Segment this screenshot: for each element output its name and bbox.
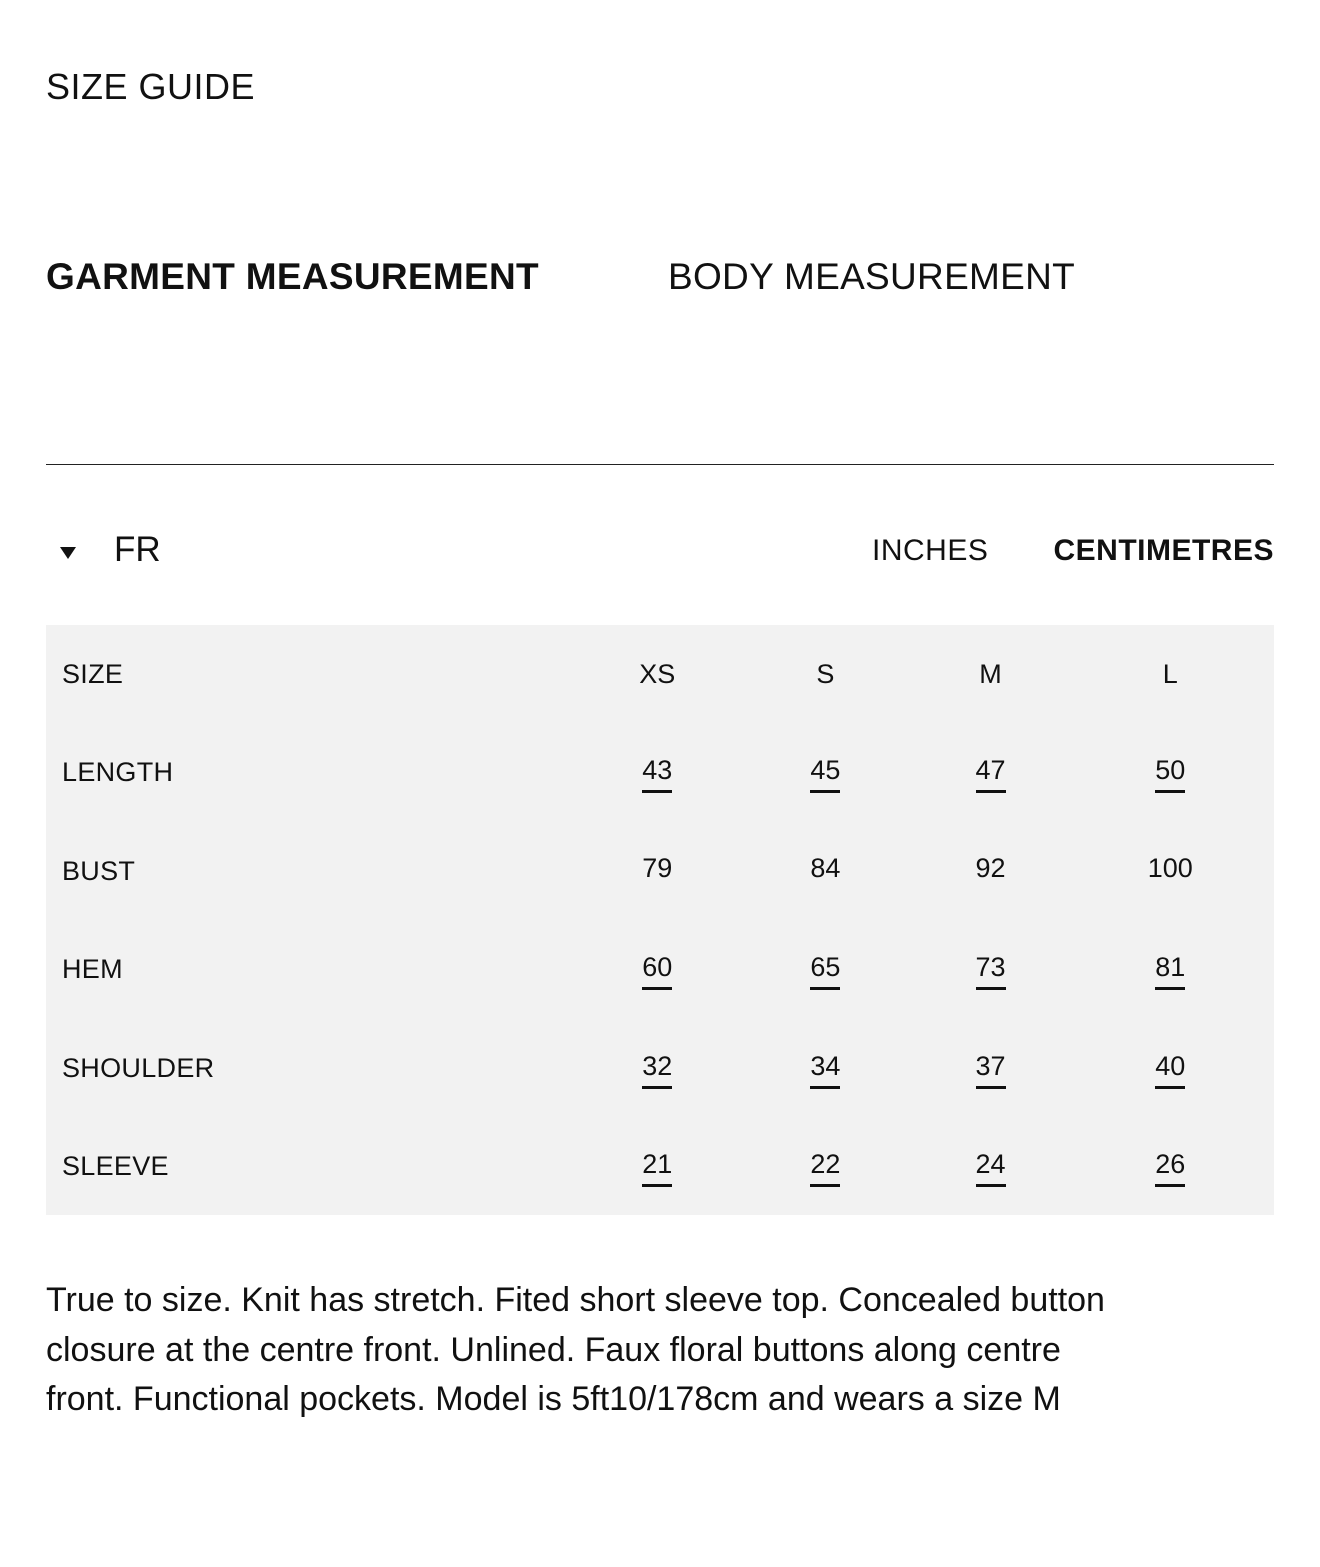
- table-cell: 100: [1147, 852, 1193, 883]
- size-header-s: S: [816, 658, 835, 689]
- table-row: [46, 1118, 1274, 1217]
- table-cell: 81: [1155, 952, 1185, 990]
- caret-down-icon: [60, 547, 76, 559]
- tab-body-measurement[interactable]: BODY MEASUREMENT: [668, 256, 1076, 297]
- row-label: HEM: [62, 954, 123, 985]
- table-cell: 73: [976, 952, 1006, 990]
- table-cell: 50: [1155, 755, 1185, 793]
- divider: [46, 464, 1274, 465]
- table-cell: 65: [810, 952, 840, 990]
- table-cell: 60: [642, 952, 672, 990]
- table-cell: 45: [810, 755, 840, 793]
- row-label: SHOULDER: [62, 1052, 215, 1083]
- unit-inches-button[interactable]: INCHES: [872, 534, 989, 567]
- table-cell: 40: [1155, 1051, 1185, 1089]
- size-table: [46, 625, 1274, 1215]
- table-cell: 22: [810, 1149, 840, 1187]
- table-cell: 32: [642, 1051, 672, 1089]
- table-row: [46, 822, 1274, 921]
- table-header-label: SIZE: [62, 658, 124, 689]
- table-cell: 47: [976, 755, 1006, 793]
- table-row: [46, 1019, 1274, 1118]
- page-title: SIZE GUIDE: [46, 66, 256, 107]
- row-label: LENGTH: [62, 757, 174, 788]
- region-select[interactable]: [60, 530, 161, 570]
- table-cell: 37: [976, 1051, 1006, 1089]
- table-cell: 34: [810, 1051, 840, 1089]
- table-cell: 21: [642, 1149, 672, 1187]
- table-cell: 26: [1155, 1149, 1185, 1187]
- region-selected-label: FR: [114, 530, 161, 569]
- table-header-row: [46, 625, 1274, 724]
- tab-garment-measurement[interactable]: GARMENT MEASUREMENT: [46, 256, 539, 297]
- table-row: [46, 724, 1274, 823]
- row-label: SLEEVE: [62, 1151, 169, 1182]
- table-cell: 24: [976, 1149, 1006, 1187]
- table-cell: 79: [642, 852, 673, 883]
- unit-centimetres-button[interactable]: CENTIMETRES: [1053, 534, 1274, 567]
- table-cell: 84: [810, 852, 841, 883]
- table-cell: 92: [975, 852, 1006, 883]
- table-row: [46, 921, 1274, 1020]
- product-description: True to size. Knit has stretch. Fited short sleeve top. Concealed button closure at the centre front. Unlined. Faux floral buttons along centre front. Functional pockets. Model is 5ft10/178cm and wears a size M: [46, 1281, 1105, 1418]
- size-header-xs: XS: [639, 658, 676, 689]
- size-header-m: M: [979, 658, 1002, 689]
- size-header-l: L: [1162, 658, 1178, 689]
- row-label: BUST: [62, 855, 136, 886]
- table-cell: 43: [642, 755, 672, 793]
